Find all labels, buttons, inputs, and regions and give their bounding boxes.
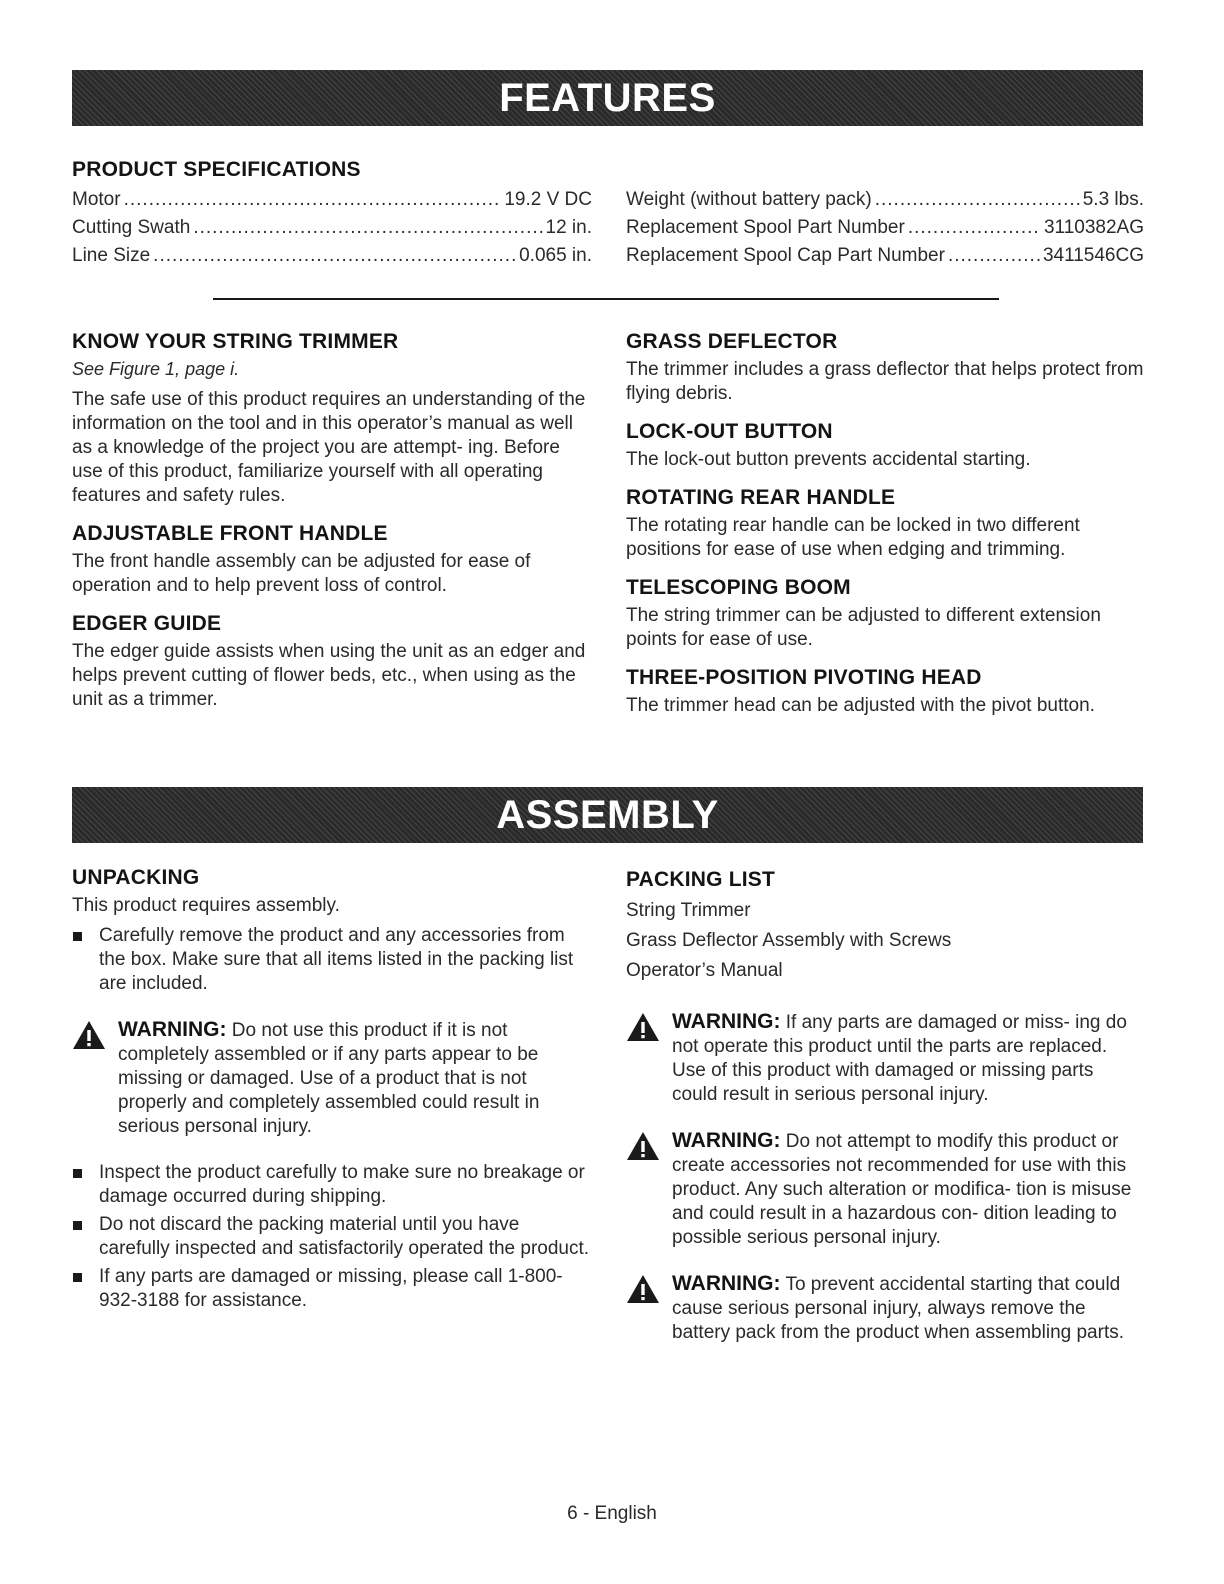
assembly-banner-title: ASSEMBLY	[496, 792, 719, 837]
list-item-text: Inspect the product carefully to make sure no breakage or damage occurred during shipping.	[99, 1162, 585, 1207]
list-item	[72, 1161, 592, 1209]
list-item: Operator’s Manual	[626, 960, 783, 981]
packing-list-items	[626, 896, 1144, 986]
spec-value: 19.2 V DC	[504, 189, 592, 210]
pivoting-head-text: The trimmer head can be adjusted with the pivot button.	[626, 695, 1095, 716]
unpacking-bullets-1	[72, 924, 592, 996]
spec-label: Cutting Swath	[72, 217, 191, 238]
spec-row	[72, 186, 592, 214]
list-item-text: Carefully remove the product and any accessories from the box. Make sure that all items listed in the packing list are included.	[99, 925, 574, 994]
unpacking-section	[72, 866, 592, 1317]
spec-label: Weight (without battery pack)	[626, 189, 872, 210]
spec-leader	[193, 214, 542, 242]
product-specifications	[72, 158, 592, 270]
warning-triangle-icon	[626, 1274, 660, 1304]
spec-value: 3110382AG	[1043, 217, 1144, 238]
bullet-square-icon	[73, 1169, 82, 1178]
edger-guide-text: The edger guide assists when using the unit as an edger and helps prevent cutting of flower beds, etc., when using as the unit as a trimmer.	[72, 641, 586, 710]
lockout-button-text: The lock-out button prevents accidental starting.	[626, 449, 1031, 470]
spec-value: 3411546CG	[1042, 245, 1144, 266]
warning-label: WARNING:	[118, 1018, 227, 1041]
unpacking-title: UNPACKING	[72, 866, 200, 889]
know-figure-ref: See Figure 1, page i.	[72, 359, 240, 379]
pivoting-head-title: THREE-POSITION PIVOTING HEAD	[626, 666, 982, 689]
warning-text: To prevent accidental starting that could cause serious personal injury, always remove the battery pack from the product when assembling parts.	[672, 1274, 1125, 1343]
spec-label: Replacement Spool Part Number	[626, 217, 905, 238]
spec-value: 12 in.	[545, 217, 592, 238]
warning-triangle-icon	[626, 1131, 660, 1161]
spec-leader	[153, 242, 516, 270]
bullet-square-icon	[73, 932, 82, 941]
warning-triangle-icon	[626, 1012, 660, 1042]
telescoping-boom-text: The string trimmer can be adjusted to different extension points for ease of use.	[626, 605, 1101, 650]
grass-deflector-text: The trimmer includes a grass deflector that helps protect from flying debris.	[626, 359, 1144, 404]
spec-value: 0.065 in.	[519, 245, 592, 266]
list-item	[72, 1265, 592, 1313]
front-handle-title: ADJUSTABLE FRONT HANDLE	[72, 522, 388, 545]
edger-guide-title: EDGER GUIDE	[72, 612, 222, 635]
warning-triangle-icon	[72, 1020, 106, 1050]
specs-title: PRODUCT SPECIFICATIONS	[72, 158, 361, 181]
spec-row	[626, 186, 1144, 214]
lockout-button-title: LOCK-OUT BUTTON	[626, 420, 833, 443]
spec-row	[626, 214, 1144, 242]
spec-label: Line Size	[72, 245, 151, 266]
features-right-column	[626, 330, 1144, 718]
list-item-text: If any parts are damaged or missing, please call 1-800-932-3188 for assistance.	[99, 1266, 563, 1311]
spec-leader	[948, 242, 1040, 270]
spec-leader	[908, 214, 1041, 242]
list-item	[72, 1213, 592, 1261]
spec-row	[626, 242, 1144, 270]
spec-label: Motor	[72, 189, 121, 210]
specs-left-list	[72, 186, 592, 270]
packing-warning	[626, 1010, 1144, 1107]
page-footer: 6 - English	[567, 1503, 657, 1524]
packing-list-section	[626, 868, 1144, 1345]
warning-text: Do not use this product if it is not completely assembled or if any parts appear to be missing or damaged. Use of a product that is not properly and completely assembled could result in serious personal injury.	[118, 1020, 540, 1137]
spec-row	[72, 214, 592, 242]
packing-list-title: PACKING LIST	[626, 868, 776, 891]
packing-warning	[626, 1129, 1144, 1250]
features-banner-title: FEATURES	[499, 75, 716, 120]
list-item: String Trimmer	[626, 900, 751, 921]
unpacking-intro: This product requires assembly.	[72, 895, 340, 916]
warning-text: If any parts are damaged or miss- ing do not operate this product until the parts are replaced. Use of this product with damaged or missing parts could result in serious personal injury.	[672, 1012, 1127, 1105]
rear-handle-text: The rotating rear handle can be locked in two different positions for ease of use when edging and trimming.	[626, 515, 1080, 560]
section-divider	[213, 298, 999, 300]
list-item-text: Do not discard the packing material until you have carefully inspected and satisfactorily operated the product.	[99, 1214, 590, 1259]
warning-label: WARNING:	[672, 1272, 781, 1295]
know-title: KNOW YOUR STRING TRIMMER	[72, 330, 399, 353]
rear-handle-title: ROTATING REAR HANDLE	[626, 486, 896, 509]
spec-label: Replacement Spool Cap Part Number	[626, 245, 945, 266]
bullet-square-icon	[73, 1221, 82, 1230]
packing-warning	[626, 1272, 1144, 1345]
spec-value: 5.3 lbs.	[1082, 189, 1144, 210]
specs-right-list	[626, 186, 1144, 270]
telescoping-boom-title: TELESCOPING BOOM	[626, 576, 851, 599]
grass-deflector-title: GRASS DEFLECTOR	[626, 330, 838, 353]
spec-leader	[124, 186, 502, 214]
spec-row	[72, 242, 592, 270]
know-text: The safe use of this product requires an understanding of the information on the tool and in this operator’s manual as well as a knowledge of the project you are attempt- ing. Before use of this product, familiarize yourself with all operating features and safety rules.	[72, 389, 586, 506]
spec-leader	[875, 186, 1080, 214]
assembly-banner	[72, 787, 1143, 843]
unpacking-warning	[72, 1018, 592, 1139]
front-handle-text: The front handle assembly can be adjusted for ease of operation and to help prevent loss of control.	[72, 551, 531, 596]
list-item	[72, 924, 592, 996]
bullet-square-icon	[73, 1273, 82, 1282]
warning-label: WARNING:	[672, 1129, 781, 1152]
list-item: Grass Deflector Assembly with Screws	[626, 930, 952, 951]
unpacking-bullets-2	[72, 1161, 592, 1313]
features-left-column	[72, 330, 592, 712]
warning-label: WARNING:	[672, 1010, 781, 1033]
warning-text: Do not attempt to modify this product or create accessories not recommended for use with this product. Any such alteration or modifica- tion is misuse and could result in a hazardous con- dition leading to possible serious personal injury.	[672, 1131, 1132, 1248]
features-banner	[72, 70, 1143, 126]
